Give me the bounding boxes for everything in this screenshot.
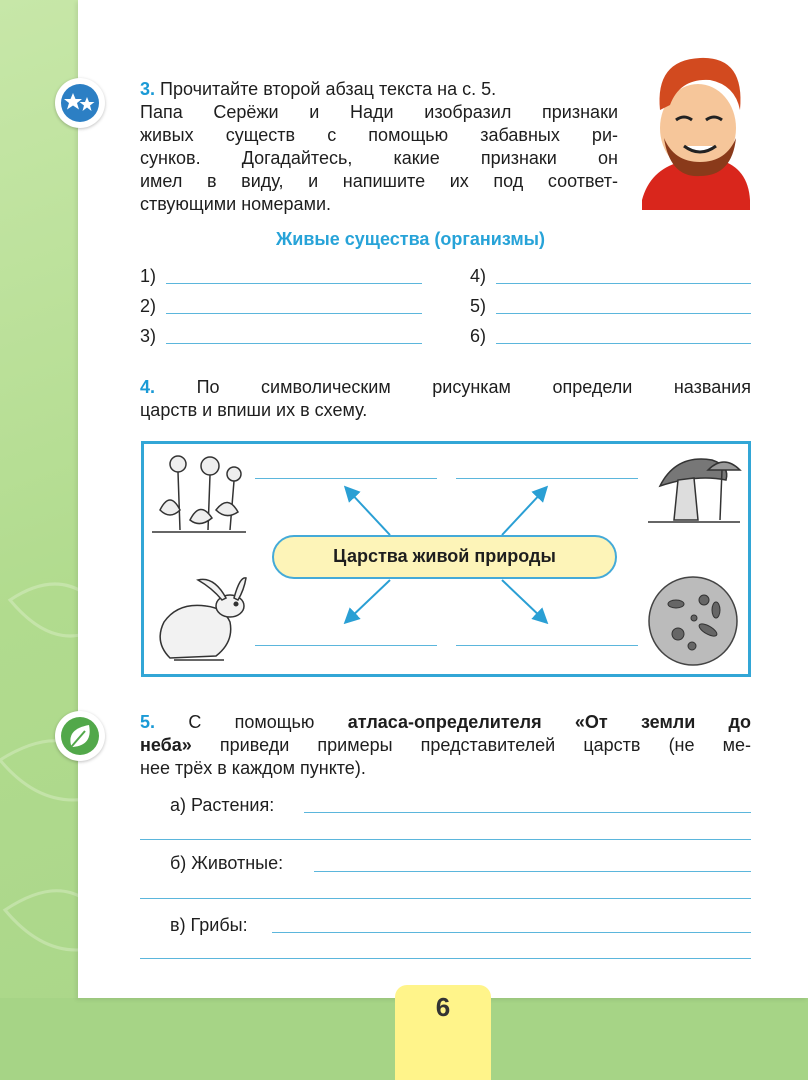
- kingdoms-center-label: Царства живой природы: [272, 535, 617, 579]
- answer-label-2: 2): [140, 296, 157, 316]
- arrow-up-left-icon: [348, 490, 390, 535]
- plants-icon: [150, 450, 248, 534]
- exercise3-text: Прочитайте второй абзац текста на с. 5.: [160, 79, 497, 99]
- dad-character-illustration: [640, 50, 752, 210]
- atlas-title-part2: неба»: [140, 735, 192, 755]
- exercise5-line2: [140, 734, 751, 757]
- exercise3-line4: сунков. Догадайтесь, какие признаки он: [140, 148, 618, 168]
- answer-line-4[interactable]: [496, 283, 751, 284]
- item-animals-label: б) Животные:: [170, 853, 284, 873]
- answer-line-6[interactable]: [496, 343, 751, 344]
- exercise4-line1: [140, 376, 751, 399]
- answer-label-3: 3): [140, 326, 157, 346]
- animals-answer-line[interactable]: [314, 871, 751, 872]
- exercise5-line3: нее трёх в каждом пункте).: [140, 758, 366, 778]
- answer-line-3[interactable]: [166, 343, 422, 344]
- kingdom-line-plants[interactable]: [255, 478, 437, 479]
- atlas-title-part1: атласа-определителя «От земли до: [347, 712, 751, 732]
- answer-label-5: 5): [470, 296, 487, 316]
- arrow-down-left-icon: [348, 580, 390, 620]
- living-beings-heading: Живые существа (организмы): [276, 229, 546, 249]
- mushrooms-icon: [646, 450, 742, 528]
- exercise3-line2: Папа Серёжи и Нади изобразил признаки: [140, 102, 618, 122]
- answer-line-2[interactable]: [166, 313, 422, 314]
- kingdom-line-animals[interactable]: [255, 645, 437, 646]
- exercise5-text-rest: приведи примеры представителей царств (не ме-: [219, 735, 751, 755]
- hare-icon: [150, 572, 250, 668]
- stars-badge-icon: [55, 78, 105, 128]
- answer-label-4: 4): [470, 266, 487, 286]
- exercise3-number: 3.: [140, 79, 156, 99]
- page-number: 6: [395, 985, 491, 1080]
- answer-label-6: 6): [470, 326, 487, 346]
- leaf-badge-icon: [55, 711, 105, 761]
- exercise3-line6: ствующими номерами.: [140, 194, 331, 214]
- exercise3-line1: [140, 78, 618, 101]
- exercise5-number: 5.: [140, 712, 156, 732]
- exercise5-text-prefix: С помощью: [188, 712, 315, 732]
- exercise3-line3: живых существ с помощью забавных ри-: [140, 125, 618, 145]
- answer-line-5[interactable]: [496, 313, 751, 314]
- item-plants-label: а) Растения:: [170, 795, 275, 815]
- exercise3-line5: имел в виду, и напишите их под соответ-: [140, 171, 618, 191]
- arrow-up-right-icon: [502, 490, 544, 535]
- item-fungi-label: в) Грибы:: [170, 915, 248, 935]
- animals-answer-line-2[interactable]: [140, 898, 751, 899]
- exercise4-number: 4.: [140, 377, 156, 397]
- exercise4-text: По символическим рисункам определи названия: [196, 377, 751, 397]
- fungi-answer-line-2[interactable]: [140, 958, 751, 959]
- answer-label-1: 1): [140, 266, 157, 286]
- plants-answer-line-2[interactable]: [140, 839, 751, 840]
- kingdom-line-bacteria[interactable]: [456, 645, 638, 646]
- bacteria-icon: [646, 574, 740, 668]
- kingdom-line-fungi[interactable]: [456, 478, 638, 479]
- fungi-answer-line[interactable]: [272, 932, 751, 933]
- exercise5-line1: [140, 711, 751, 734]
- arrow-down-right-icon: [502, 580, 544, 620]
- exercise4-line2: царств и впиши их в схему.: [140, 400, 368, 420]
- plants-answer-line[interactable]: [304, 812, 751, 813]
- answer-line-1[interactable]: [166, 283, 422, 284]
